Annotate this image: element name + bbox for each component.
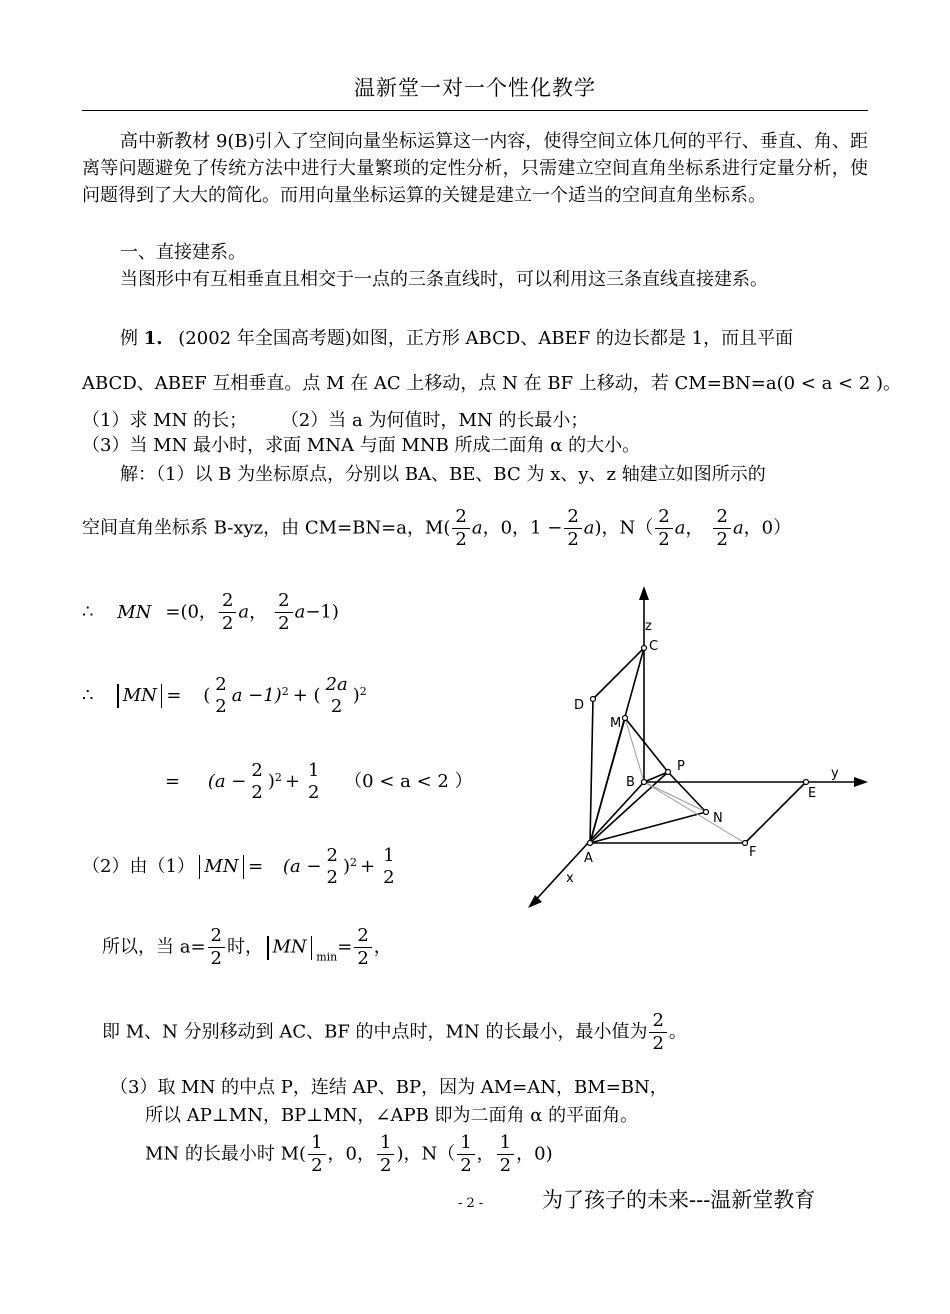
- solution-text-1: 解：（1）以 B 为坐标原点，分别以 BA、BE、BC 为 x、y、z 轴建立如图所示的: [120, 464, 766, 485]
- fraction-sqrt2-over-2: $\frac{2}{2}$: [564, 506, 581, 551]
- mn-simplified-line: = (a − 2 2 )$^2$ + 1 2 （0 < a < 2 ）: [165, 760, 473, 803]
- so-line: 所以，当 a= $\frac{2}{2}$ 时， MN $_{min}$= $\frac{2}{2}$ ，: [102, 925, 392, 969]
- footer-slogan: 为了孩子的未来---温新堂教育: [542, 1188, 816, 1212]
- part3-line-1: （3）取 MN 的中点 P，连结 AP、BP，因为 AM=AN，BM=BN，: [110, 1077, 668, 1098]
- intro-text: 高中新教材 9(B)引入了空间向量坐标运算这一内容，使得空间立体几何的平行、垂直、角、距离等问题避免了传统方法中进行大量繁琐的定性分析，只需建立空间直角坐标系进行定量分析，使问题得到了大大的简化。而用向量坐标运算的关键是建立一个适当的空间直角坐标系。: [82, 131, 868, 206]
- vector-mn: MN: [117, 601, 152, 623]
- question-3: [82, 432, 640, 459]
- geometry-figure: [520, 580, 880, 915]
- label-E: E: [808, 786, 817, 801]
- part3-line-3: MN 的长最小时 M( $\frac{1}{2}$ ，0， $\frac{1}{2}$ )，N（ $\frac{1}{2}$ ， $\frac{1}{2}$ ，0): [145, 1132, 553, 1176]
- therefore-symbol: ∴: [82, 601, 94, 623]
- method-paragraph: [82, 266, 868, 293]
- example-number: 1.: [143, 328, 163, 349]
- label-N: N: [713, 811, 723, 826]
- question-1-2: [82, 407, 588, 434]
- midpoint-line: 即 M、N 分别移动到 AC、BF 的中点时，MN 的长最小，最小值为 $\frac{2}{2}$ 。: [102, 1010, 687, 1054]
- header-title: 温新堂一对一个性化教学: [354, 76, 596, 100]
- question-2: （2）当 a 为何值时，MN 的长最小；: [280, 410, 589, 431]
- mn-vector-line: ∴ MN =(0， $\frac{2}{2}$ a， $\frac{2}{2}$ a−1): [82, 590, 339, 634]
- coordinates-line: 空间直角坐标系 B-xyz，由 CM=BN=a，M( $\frac{2}{2}$ a，0，1 − $\frac{2}{2}$ a)，N（ $\frac{2}{2}$ a， $\frac{2}{2}$ a，0）: [82, 506, 792, 550]
- mn-magnitude-line: ∴ MN = ( 2 2 a −1)$^2$ + ( 2a 2 )$^2$: [82, 674, 367, 717]
- label-z: z: [645, 619, 652, 634]
- label-B: B: [626, 775, 635, 790]
- label-D: D: [574, 698, 585, 713]
- solution-line-1: [120, 461, 766, 488]
- label-x: x: [566, 871, 574, 886]
- label-A: A: [584, 851, 593, 866]
- method-text: 当图形中有互相垂直且相交于一点的三条直线时，可以利用这三条直线直接建系。: [120, 269, 768, 290]
- y-arrow: [854, 777, 868, 787]
- intro-paragraph: [82, 128, 868, 209]
- abs-bar: [117, 684, 119, 708]
- label-F: F: [749, 845, 757, 860]
- abs-bar: [161, 684, 163, 708]
- example-condition: 0 < a < 2 )。: [783, 373, 902, 394]
- example-label: 例: [120, 328, 138, 349]
- label-y: y: [831, 766, 839, 781]
- page-header: [82, 72, 868, 111]
- fraction-sqrt2-over-2: $\frac{2}{2}$: [452, 506, 469, 551]
- example-text-2: ABCD、ABEF 互相垂直。点 M 在 AC 上移动，点 N 在 BF 上移动，若 CM=BN=a(: [82, 373, 784, 394]
- question-1: （1）求 MN 的长；: [82, 410, 248, 431]
- label-M: M: [610, 716, 622, 731]
- example-text-1: (2002 年全国高考题)如图，正方形 ABCD、ABEF 的边长都是 1，而且平面: [178, 328, 794, 349]
- label-P: P: [677, 759, 685, 774]
- fraction-sqrt2-over-2: $\frac{2}{2}$: [713, 506, 730, 551]
- label-C: C: [649, 639, 659, 654]
- x-arrow: [528, 895, 542, 908]
- section-title: 一、直接建系。: [120, 242, 246, 263]
- question-3-text: （3）当 MN 最小时，求面 MNA 与面 MNB 所成二面角 α 的大小。: [82, 435, 641, 456]
- coord-prefix: 空间直角坐标系 B-xyz，由 CM=BN=a，M(: [82, 517, 451, 539]
- fraction-sqrt2-over-2: $\frac{2}{2}$: [655, 506, 672, 551]
- section-heading: [120, 239, 246, 266]
- page-number: - 2 -: [458, 1196, 484, 1211]
- z-arrow: [639, 586, 649, 600]
- part3-line-2: 所以 AP⊥MN，BP⊥MN，∠APB 即为二面角 α 的平面角。: [145, 1105, 639, 1126]
- example-line-1: [120, 325, 793, 352]
- part2-line: （2）由（1） MN = (a − 2 2 )$^2$ + 1 2: [82, 845, 395, 888]
- example-line-2: [82, 370, 901, 397]
